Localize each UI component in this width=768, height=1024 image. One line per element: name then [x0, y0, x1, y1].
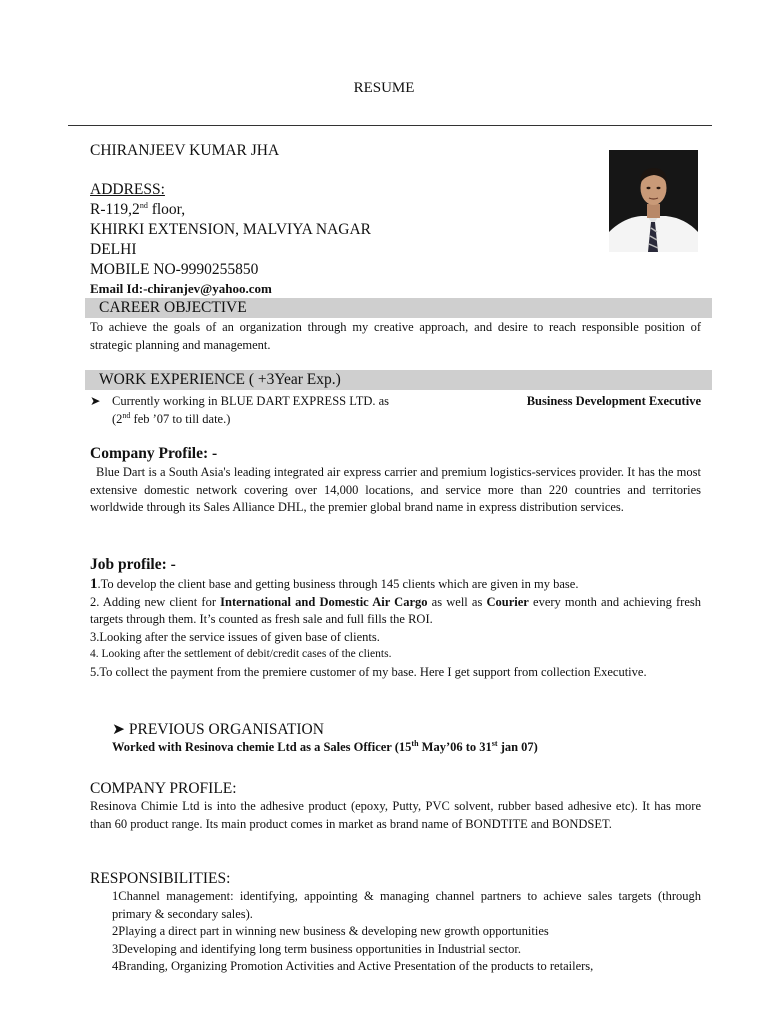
previous-employment-line: Worked with Resinova chemie Ltd as a Sales Officer (15th May’06 to 31st jan 07) [112, 738, 538, 754]
previous-organisation-heading: ➤ PREVIOUS ORGANISATION [112, 721, 324, 738]
address-label: ADDRESS: [90, 181, 165, 198]
career-objective-heading: CAREER OBJECTIVE [85, 298, 712, 318]
mobile-number: MOBILE NO-9990255850 [90, 261, 259, 278]
document-title: RESUME [353, 80, 415, 96]
company-profile-text: Blue Dart is a South Asia's leading integrated air express carrier and premium logistics-services provider. It has the most extensive domestic network covering over 14,000 locations, and service more than 220 countries and territories worldwide through its Sales Alliance DHL, the premier global brand name in express distribution services. [90, 465, 701, 514]
arrow-bullet-icon: ➤ [90, 394, 101, 408]
responsibility-item: 2Playing a direct part in winning new business & developing new growth opportunities [112, 924, 549, 938]
address-line-3: DELHI [90, 241, 137, 258]
job-item-5: 5.To collect the payment from the premiere customer of my base. Here I get support from collection Executive. [90, 664, 647, 679]
candidate-name: CHIRANJEEV KUMAR JHA [90, 142, 280, 159]
previous-company-profile-text: Resinova Chimie Ltd is into the adhesive product (epoxy, Putty, PVC solvent, rubber based adhesive etc). It has more than 60 product range. Its main product comes in market as brand name of BONDTITE and BONDSET. [90, 799, 701, 831]
company-profile-heading: Company Profile: - [90, 445, 218, 462]
address-line-2: KHIRKI EXTENSION, MALVIYA NAGAR [90, 221, 372, 238]
job-item-1: 1.To develop the client base and getting business through 145 clients which are given in my base. [90, 576, 579, 592]
career-objective-text: To achieve the goals of an organization through my creative approach, and desire to reach responsible position of strategic planning and management. [90, 320, 701, 352]
address-line-1: R-119,2nd floor, [90, 200, 186, 218]
profile-photo-image [609, 150, 698, 252]
header-divider [68, 125, 712, 126]
job-item-3: 3.Looking after the service issues of given base of clients. [90, 629, 380, 644]
job-profile-heading: Job profile: - [90, 556, 176, 573]
job-item-2: 2. Adding new client for International and Domestic Air Cargo as well as Courier every month and achieving fresh targets through them. It’s counted as fresh sale and full fills the ROI. [90, 594, 701, 626]
job-item-4: 4. Looking after the settlement of debit/credit cases of the clients. [90, 648, 392, 660]
profile-photo [609, 150, 698, 252]
responsibility-item: 4Branding, Organizing Promotion Activities and Active Presentation of the products to retailers, [112, 959, 594, 973]
previous-company-profile-heading: COMPANY PROFILE: [90, 780, 237, 797]
email-address: Email Id:-chiranjev@yahoo.com [90, 281, 272, 296]
arrow-bullet-icon: ➤ [112, 721, 125, 738]
responsibilities-list [112, 888, 701, 976]
work-experience-heading: WORK EXPERIENCE ( +3Year Exp.) [85, 370, 712, 390]
responsibility-item: 1Channel management: identifying, appointing & managing channel partners to achieve sales targets (through primary & secondary sales). [112, 889, 701, 921]
current-position: ➤ Currently working in BLUE DART EXPRESS LTD. as Business Development Executive (2nd feb ’07 to till date.) [90, 394, 701, 426]
responsibilities-heading: RESPONSIBILITIES: [90, 870, 231, 887]
job-profile-list [90, 576, 701, 681]
address-block [90, 180, 371, 280]
responsibility-item: 3Developing and identifying long term business opportunities in Industrial sector. [112, 941, 521, 956]
